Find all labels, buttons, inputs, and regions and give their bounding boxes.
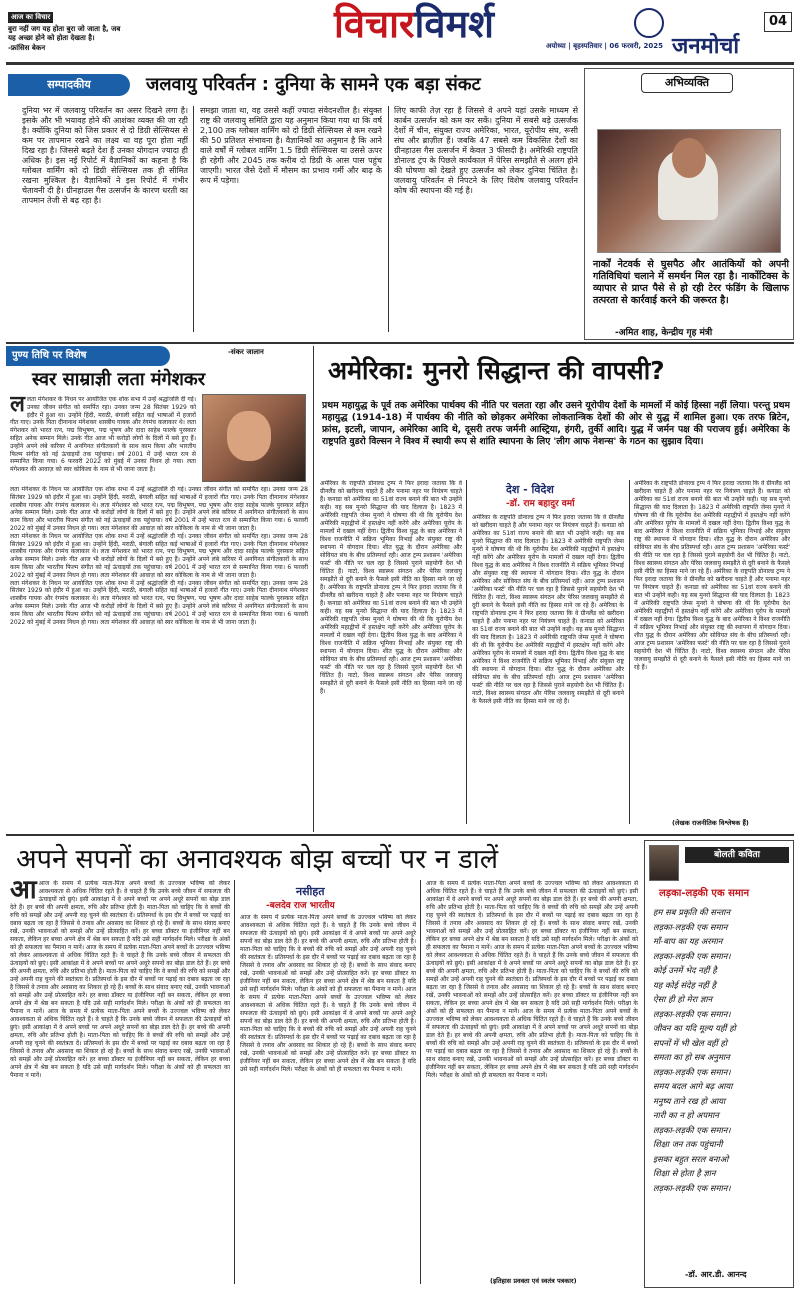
poem-line: ऐसा ही हो मेरा ज्ञान xyxy=(653,994,713,1004)
quote-box xyxy=(8,4,130,60)
editorial-section xyxy=(6,68,580,338)
poem-line: इसका बहुत सरल बनाओ xyxy=(653,1153,729,1164)
bottom-body-2: आज के समय में प्रत्येक माता-पिता अपने बच्चों के उज्ज्वल भविष्य को लेकर आवश्यकता से अधिक चिंतित रहते हैं। वे चाहते हैं कि उनके बच्चे जीवन में सफलता की ऊंचाइयों को छुएं। इसी आकांक्षा में वे अपने बच्चों पर अपने अधूरे सपनों का बोझ डाल देते हैं। हर बच्चे की अपनी क्षमता, रुचि और प्रतिभा होती है। माता-पिता को चाहिए कि वे बच्चों की रुचि को समझें और उन्हें अपनी राह चुनने की स्वतंत्रता दें। प्रतिस्पर्धा के इस दौर में बच्चों पर पढ़ाई का दबाव बढ़ता जा रहा है जिससे वे तनाव और अवसाद का शिकार हो रहे हैं। बच्चों के साथ संवाद बनाए रखें, उनकी भावनाओं को समझें और उन्हें प्रोत्साहित करें। हर बच्चा डॉक्टर या इंजीनियर नहीं बन सकता, लेकिन हर बच्चा अपने क्षेत्र में श्रेष्ठ बन सकता है यदि उसे सही मार्गदर्शन मिले। परीक्षा के अंकों को ही सफलता का पैमाना न मानें। xyxy=(240,914,416,993)
bottom-body-3c: आज के समय में प्रत्येक माता-पिता अपने बच्चों के उज्ज्वल भविष्य को लेकर आवश्यकता से अधिक चिंतित रहते हैं। वे चाहते हैं कि उनके बच्चे जीवन में सफलता की ऊंचाइयों को छुएं। इसी आकांक्षा में वे अपने बच्चों पर अपने अधूरे सपनों का बोझ डाल देते हैं। हर बच्चे की अपनी क्षमता, रुचि और प्रतिभा होती है। माता-पिता को चाहिए कि वे बच्चों की रुचि को समझें और उन्हें अपनी राह चुनने की स्वतंत्रता दें। प्रतिस्पर्धा के इस दौर में बच्चों पर पढ़ाई का दबाव बढ़ता जा रहा है जिससे वे तनाव और अवसाद का शिकार हो रहे हैं। बच्चों के साथ संवाद बनाए रखें, उनकी भावनाओं को समझें और उन्हें प्रोत्साहित करें। हर बच्चा डॉक्टर या इंजीनियर नहीं बन सकता, लेकिन हर बच्चा अपने क्षेत्र में श्रेष्ठ बन सकता है यदि उसे सही मार्गदर्शन मिले। परीक्षा के अंकों को ही सफलता का पैमाना न मानें। xyxy=(426,1008,638,1079)
bottom-body-1b: आज के समय में प्रत्येक माता-पिता अपने बच्चों के उज्ज्वल भविष्य को लेकर आवश्यकता से अधिक चिंतित रहते हैं। वे चाहते हैं कि उनके बच्चे जीवन में सफलता की ऊंचाइयों को छुएं। इसी आकांक्षा में वे अपने बच्चों पर अपने अधूरे सपनों का बोझ डाल देते हैं। हर बच्चे की अपनी क्षमता, रुचि और प्रतिभा होती है। माता-पिता को चाहिए कि वे बच्चों की रुचि को समझें और उन्हें अपनी राह चुनने की स्वतंत्रता दें। प्रतिस्पर्धा के इस दौर में बच्चों पर पढ़ाई का दबाव बढ़ता जा रहा है जिससे वे तनाव और अवसाद का शिकार हो रहे हैं। बच्चों के साथ संवाद बनाए रखें, उनकी भावनाओं को समझें और उन्हें प्रोत्साहित करें। हर बच्चा डॉक्टर या इंजीनियर नहीं बन सकता, लेकिन हर बच्चा अपने क्षेत्र में श्रेष्ठ बन सकता है यदि उसे सही मार्गदर्शन मिले। परीक्षा के अंकों को ही सफलता का पैमाना न मानें। xyxy=(10,944,230,1015)
tribute-divider xyxy=(313,346,314,832)
quote-author: -फ्रांसिस बेकन xyxy=(8,44,46,52)
bottom-headline: अपने सपनों का अनावश्यक बोझ बच्चों पर न डालें xyxy=(16,844,499,875)
poem-line: लड़का-लड़की एक समान xyxy=(653,921,728,932)
photo-face xyxy=(672,138,706,178)
poem-line: समय बदल आगे बढ़ आया xyxy=(653,1081,733,1091)
poem-line: लड़का-लड़की एक समान। xyxy=(653,1182,731,1193)
shah-photo xyxy=(597,129,781,253)
poem-line: माँ-बाप का यह अरमान xyxy=(653,936,723,946)
poem-line: हम सब प्रकृति की सन्तान xyxy=(653,907,731,917)
page-number: 04 xyxy=(764,12,792,32)
bottom-body-2b: आज के समय में प्रत्येक माता-पिता अपने बच्चों के उज्ज्वल भविष्य को लेकर आवश्यकता से अधिक चिंतित रहते हैं। वे चाहते हैं कि उनके बच्चे जीवन में सफलता की ऊंचाइयों को छुएं। इसी आकांक्षा में वे अपने बच्चों पर अपने अधूरे सपनों का बोझ डाल देते हैं। हर बच्चे की अपनी क्षमता, रुचि और प्रतिभा होती है। माता-पिता को चाहिए कि वे बच्चों की रुचि को समझें और उन्हें अपनी राह चुनने की स्वतंत्रता दें। प्रतिस्पर्धा के इस दौर में बच्चों पर पढ़ाई का दबाव बढ़ता जा रहा है जिससे वे तनाव और अवसाद का शिकार हो रहे हैं। बच्चों के साथ संवाद बनाए रखें, उनकी भावनाओं को समझें और उन्हें प्रोत्साहित करें। हर बच्चा डॉक्टर या इंजीनियर नहीं बन सकता, लेकिन हर बच्चा अपने क्षेत्र में श्रेष्ठ बन सकता है यदि उसे सही मार्गदर्शन मिले। परीक्षा के अंकों को ही सफलता का पैमाना न मानें। xyxy=(240,986,416,1073)
quote-label: आज का विचार xyxy=(8,12,53,23)
editorial-col-1 xyxy=(22,106,188,334)
poem-line: नारी का न हो अपमान xyxy=(653,1110,719,1120)
poem-line: लड़का-लड़की एक समान। xyxy=(653,950,731,961)
tribute-body-text-cont3: लता मंगेशकर के निधन पर आयोजित एक शोक सभा में उन्हें श्रद्धांजलि दी गई। उनका जीवन संगीत को समर्पित रहा। उनका जन्म 28 सितंबर 1929 को इंदौर में हुआ था। उन्होंने हिंदी, मराठी, बंगाली सहित कई भाषाओं में हजारों गीत गाए। उनके पिता दीनानाथ मंगेशकर शास्त्रीय गायक और रंगमंच कलाकार थे। लता मंगेशकर को भारत रत्न, पद्म विभूषण, पद्म भूषण और दादा साहेब फाल्के पुरस्कार सहित अनेक सम्मान मिले। उनके गीत आज भी करोड़ों लोगों के दिलों में बसे हुए हैं। उन्होंने अपने लंबे करियर में अनगिनत संगीतकारों के साथ काम किया और भारतीय फिल्म संगीत को नई ऊंचाइयों तक पहुंचाया। वर्ष 2001 में उन्हें भारत रत्न से सम्मानित किया गया। 6 फरवरी 2022 को मुंबई में उनका निधन हो गया। लता मंगेशकर की आवाज़ को स्वर कोकिला के नाम से भी जाना जाता है। xyxy=(10,579,308,626)
poem-line: जीवन का यदि मूल्य यहीं हो xyxy=(653,1023,736,1033)
tribute-tag: पुण्य तिथि पर विशेष xyxy=(6,346,170,366)
bottom-body-1: आज के समय में प्रत्येक माता-पिता अपने बच्चों के उज्ज्वल भविष्य को लेकर आवश्यकता से अधिक चिंतित रहते हैं। वे चाहते हैं कि उनके बच्चे जीवन में सफलता की ऊंचाइयों को छुएं। इसी आकांक्षा में वे अपने बच्चों पर अपने अधूरे सपनों का बोझ डाल देते हैं। हर बच्चे की अपनी क्षमता, रुचि और प्रतिभा होती है। माता-पिता को चाहिए कि वे बच्चों की रुचि को समझें और उन्हें अपनी राह चुनने की स्वतंत्रता दें। प्रतिस्पर्धा के इस दौर में बच्चों पर पढ़ाई का दबाव बढ़ता जा रहा है जिससे वे तनाव और अवसाद का शिकार हो रहे हैं। बच्चों के साथ संवाद बनाए रखें, उनकी भावनाओं को समझें और उन्हें प्रोत्साहित करें। हर बच्चा डॉक्टर या इंजीनियर नहीं बन सकता, लेकिन हर बच्चा अपने क्षेत्र में श्रेष्ठ बन सकता है यदि उसे सही मार्गदर्शन मिले। परीक्षा के अंकों को ही सफलता का पैमाना न मानें। xyxy=(10,880,230,951)
bottom-divider-2 xyxy=(420,880,421,1284)
america-col-2 xyxy=(472,514,624,824)
america-divider-2 xyxy=(629,480,630,824)
editorial-divider-1 xyxy=(193,106,194,332)
poem-author: -डॉ. आर.डी. आनन्द xyxy=(685,1270,747,1279)
editorial-col-3-text: लिए काफी तेज़ रहा है जिससे वे अपने यहां उसके माध्यम से कार्बन उत्सर्जन को कम कर सकें। दुनिया में सबसे बड़े उत्सर्जक देशों में चीन, संयुक्त राज्य अमेरिका, भारत, यूरोपीय संघ, रूसी संघ और ब्राज़ील हैं। जबकि 47 सबसे कम विकसित देशों का ग्रीनहाउस गैस उत्सर्जन में केवल 3 फीसदी है। अमेरिकी राष्ट्रपति डोनाल्ड ट्रंप के पिछले कार्यकाल में पेरिस समझौते से अलग होने की घोषणा को देखते हुए उत्सर्जन को लेकर दुनिया चिंतित है। जलवायु परिवर्तन से निपटने के लिए विशेष जलवायु परिवर्तन कोष की स्थापना की गई है। xyxy=(394,106,578,195)
poem-title: लड़का-लड़की एक समान xyxy=(659,888,750,899)
dateline: अयोध्या | बृहस्पतिवार | 06 फरवरी, 2025 xyxy=(546,42,663,50)
bottom-footer: (इतिहास प्रवक्ता एवं स्वतंत्र पत्रकार) xyxy=(490,1277,577,1285)
poem-line: समता का हो सब अनुमान xyxy=(653,1052,730,1062)
section-title-right: विमर्श xyxy=(414,2,495,46)
bottom-col-2 xyxy=(240,914,416,1284)
sidebar-quote-box xyxy=(584,68,794,340)
tribute-body-text: लता मंगेशकर के निधन पर आयोजित एक शोक सभा में उन्हें श्रद्धांजलि दी गई। उनका जीवन संगीत को समर्पित रहा। उनका जन्म 28 सितंबर 1929 को इंदौर में हुआ था। उन्होंने हिंदी, मराठी, बंगाली सहित कई भाषाओं में हजारों गीत गाए। उनके पिता दीनानाथ मंगेशकर शास्त्रीय गायक और रंगमंच कलाकार थे। लता मंगेशकर को भारत रत्न, पद्म विभूषण, पद्म भूषण और दादा साहेब फाल्के पुरस्कार सहित अनेक सम्मान मिले। उनके गीत आज भी करोड़ों लोगों के दिलों में बसे हुए हैं। उन्होंने अपने लंबे करियर में अनगिनत संगीतकारों के साथ काम किया और भारतीय फिल्म संगीत को नई ऊंचाइयों तक पहुंचाया। वर्ष 2001 में उन्हें भारत रत्न से सम्मानित किया गया। 6 फरवरी 2022 को मुंबई में उनका निधन हो गया। लता मंगेशकर की आवाज़ को स्वर कोकिला के नाम से भी जाना जाता है। xyxy=(10,396,196,474)
bottom-dropcap: आ xyxy=(10,880,37,905)
bottom-byline: -बलदेव राज भारतीय xyxy=(266,901,335,911)
poem-line: यह कोई संदेह नहीं है xyxy=(653,979,716,990)
america-body-3: अमेरिका के राष्ट्रपति डोनाल्ड ट्रम्प ने फिर इरादा जताया कि वे ग्रीनलैंड को खरीदना चाहते हैं और पनामा नहर पर नियंत्रण चाहते हैं। कनाडा को अमेरिका का 51वां राज्य बनाने की बात भी उन्होंने कही। यह सब मुनरो सिद्धान्त की याद दिलाता है। 1823 में अमेरिकी राष्ट्रपति जेम्स मुनरो ने घोषणा की थी कि यूरोपीय देश अमेरिकी महाद्वीपों में हस्तक्षेप नहीं करेंगे और अमेरिका यूरोप के मामलों में दखल नहीं देगा। द्वितीय विश्व युद्ध के बाद अमेरिका ने विश्व राजनीति में सक्रिय भूमिका निभाई और संयुक्त राष्ट्र की स्थापना में योगदान दिया। शीत युद्ध के दौरान अमेरिका और सोवियत संघ के बीच प्रतिस्पर्धा रही। आज ट्रम्प प्रशासन 'अमेरिका फर्स्ट' की नीति पर चल रहा है जिससे पुराने सहयोगी देश भी चिंतित हैं। नाटो, विश्व स्वास्थ्य संगठन और पेरिस जलवायु समझौते से दूरी बनाने के फैसले इसी नीति का हिस्सा माने जा रहे हैं। xyxy=(634,480,790,575)
tribute-dropcap: ल xyxy=(10,396,25,417)
tribute-body-text-cont2: लता मंगेशकर के निधन पर आयोजित एक शोक सभा में उन्हें श्रद्धांजलि दी गई। उनका जीवन संगीत को समर्पित रहा। उनका जन्म 28 सितंबर 1929 को इंदौर में हुआ था। उन्होंने हिंदी, मराठी, बंगाली सहित कई भाषाओं में हजारों गीत गाए। उनके पिता दीनानाथ मंगेशकर शास्त्रीय गायक और रंगमंच कलाकार थे। लता मंगेशकर को भारत रत्न, पद्म विभूषण, पद्म भूषण और दादा साहेब फाल्के पुरस्कार सहित अनेक सम्मान मिले। उनके गीत आज भी करोड़ों लोगों के दिलों में बसे हुए हैं। उन्होंने अपने लंबे करियर में अनगिनत संगीतकारों के साथ काम किया और भारतीय फिल्म संगीत को नई ऊंचाइयों तक पहुंचाया। वर्ष 2001 में उन्हें भारत रत्न से सम्मानित किया गया। 6 फरवरी 2022 को मुंबई में उनका निधन हो गया। लता मंगेशकर की आवाज़ को स्वर कोकिला के नाम से भी जाना जाता है। xyxy=(10,532,308,579)
row-rule-2 xyxy=(6,834,794,836)
row-rule-1 xyxy=(6,342,794,344)
bottom-col-1 xyxy=(10,880,230,1284)
poem-lines xyxy=(653,905,791,1195)
poem-line: शिक्षा से होता है ज्ञान xyxy=(653,1168,716,1178)
tribute-headline: स्वर साम्राज्ञी लता मंगेशकर xyxy=(32,369,206,390)
bottom-body-1c: आज के समय में प्रत्येक माता-पिता अपने बच्चों के उज्ज्वल भविष्य को लेकर आवश्यकता से अधिक चिंतित रहते हैं। वे चाहते हैं कि उनके बच्चे जीवन में सफलता की ऊंचाइयों को छुएं। इसी आकांक्षा में वे अपने बच्चों पर अपने अधूरे सपनों का बोझ डाल देते हैं। हर बच्चे की अपनी क्षमता, रुचि और प्रतिभा होती है। माता-पिता को चाहिए कि वे बच्चों की रुचि को समझें और उन्हें अपनी राह चुनने की स्वतंत्रता दें। प्रतिस्पर्धा के इस दौर में बच्चों पर पढ़ाई का दबाव बढ़ता जा रहा है जिससे वे तनाव और अवसाद का शिकार हो रहे हैं। बच्चों के साथ संवाद बनाए रखें, उनकी भावनाओं को समझें और उन्हें प्रोत्साहित करें। हर बच्चा डॉक्टर या इंजीनियर नहीं बन सकता, लेकिन हर बच्चा अपने क्षेत्र में श्रेष्ठ बन सकता है यदि उसे सही मार्गदर्शन मिले। परीक्षा के अंकों को ही सफलता का पैमाना न मानें। xyxy=(10,1008,230,1079)
poem-line: लड़का-लड़की एक समान। xyxy=(653,1008,731,1019)
america-col-1 xyxy=(320,480,462,824)
america-col-3 xyxy=(634,480,790,814)
masthead-rule xyxy=(6,62,794,65)
america-body-3b: अमेरिका के राष्ट्रपति डोनाल्ड ट्रम्प ने फिर इरादा जताया कि वे ग्रीनलैंड को खरीदना चाहते हैं और पनामा नहर पर नियंत्रण चाहते हैं। कनाडा को अमेरिका का 51वां राज्य बनाने की बात भी उन्होंने कही। यह सब मुनरो सिद्धान्त की याद दिलाता है। 1823 में अमेरिकी राष्ट्रपति जेम्स मुनरो ने घोषणा की थी कि यूरोपीय देश अमेरिकी महाद्वीपों में हस्तक्षेप नहीं करेंगे और अमेरिका यूरोप के मामलों में दखल नहीं देगा। द्वितीय विश्व युद्ध के बाद अमेरिका ने विश्व राजनीति में सक्रिय भूमिका निभाई और संयुक्त राष्ट्र की स्थापना में योगदान दिया। शीत युद्ध के दौरान अमेरिका और सोवियत संघ के बीच प्रतिस्पर्धा रही। आज ट्रम्प प्रशासन 'अमेरिका फर्स्ट' की नीति पर चल रहा है जिससे पुराने सहयोगी देश भी चिंतित हैं। नाटो, विश्व स्वास्थ्य संगठन और पेरिस जलवायु समझौते से दूरी बनाने के फैसले इसी नीति का हिस्सा माने जा रहे हैं। xyxy=(634,568,790,671)
bottom-section-tag: नसीहत xyxy=(296,885,325,898)
poem-line: मनुष्य ताने रख हो आया xyxy=(653,1095,726,1106)
emblem xyxy=(634,8,664,38)
america-body-1b: अमेरिका के राष्ट्रपति डोनाल्ड ट्रम्प ने फिर इरादा जताया कि वे ग्रीनलैंड को खरीदना चाहते हैं और पनामा नहर पर नियंत्रण चाहते हैं। कनाडा को अमेरिका का 51वां राज्य बनाने की बात भी उन्होंने कही। यह सब मुनरो सिद्धान्त की याद दिलाता है। 1823 में अमेरिकी राष्ट्रपति जेम्स मुनरो ने घोषणा की थी कि यूरोपीय देश अमेरिकी महाद्वीपों में हस्तक्षेप नहीं करेंगे और अमेरिका यूरोप के मामलों में दखल नहीं देगा। द्वितीय विश्व युद्ध के बाद अमेरिका ने विश्व राजनीति में सक्रिय भूमिका निभाई और संयुक्त राष्ट्र की स्थापना में योगदान दिया। शीत युद्ध के दौरान अमेरिका और सोवियत संघ के बीच प्रतिस्पर्धा रही। आज ट्रम्प प्रशासन 'अमेरिका फर्स्ट' की नीति पर चल रहा है जिससे पुराने सहयोगी देश भी चिंतित हैं। नाटो, विश्व स्वास्थ्य संगठन और पेरिस जलवायु समझौते से दूरी बनाने के फैसले इसी नीति का हिस्सा माने जा रहे हैं। xyxy=(320,584,462,695)
bottom-section xyxy=(6,838,640,1290)
editorial-tag: सम्पादकीय xyxy=(8,74,130,96)
quote-text: बुरा नहीं जग यह होता बुरा जो जाता है, जब यह अच्छा होने को होता देखता है। xyxy=(8,25,121,42)
poem-tag: बोलती कविता xyxy=(685,847,789,863)
poem-line: सपनों में भी खेल वहीं हो xyxy=(653,1037,728,1048)
america-lead: प्रथम महायुद्ध के पूर्व तक अमेरिका पार्थक्य की नीति पर चलता रहा और उसने यूरोपीय देशों के मामलों में कोई हिस्सा नहीं लिया। परन्तु प्रथम महायुद्ध (1914-18) में पार्थक्य की नीति को छोड़कर अमेरिका लोकतान्त्रिक देशों की ओर से युद्ध में शामिल हुआ। एक तरफ ब्रिटेन, फ्रांस, इटली, जापान, अमेरिका आदि थे, दूसरी तरफ जर्मनी आस्ट्रिया, हंगरी, तुर्की आदि। युद्ध में जर्मन पक्ष की पराजय हुई। अमेरिका के राष्ट्रपति वुडरो विल्सन ने विश्व में स्थायी रूप से शांति स्थापना के लिए 'लीग आफ नेशन्स' के गठन का सुझाव दिया। xyxy=(322,400,790,447)
america-body-2: अमेरिका के राष्ट्रपति डोनाल्ड ट्रम्प ने फिर इरादा जताया कि वे ग्रीनलैंड को खरीदना चाहते हैं और पनामा नहर पर नियंत्रण चाहते हैं। कनाडा को अमेरिका का 51वां राज्य बनाने की बात भी उन्होंने कही। यह सब मुनरो सिद्धान्त की याद दिलाता है। 1823 में अमेरिकी राष्ट्रपति जेम्स मुनरो ने घोषणा की थी कि यूरोपीय देश अमेरिकी महाद्वीपों में हस्तक्षेप नहीं करेंगे और अमेरिका यूरोप के मामलों में दखल नहीं देगा। द्वितीय विश्व युद्ध के बाद अमेरिका ने विश्व राजनीति में सक्रिय भूमिका निभाई और संयुक्त राष्ट्र की स्थापना में योगदान दिया। शीत युद्ध के दौरान अमेरिका और सोवियत संघ के बीच प्रतिस्पर्धा रही। आज ट्रम्प प्रशासन 'अमेरिका फर्स्ट' की नीति पर चल रहा है जिससे पुराने सहयोगी देश भी चिंतित हैं। नाटो, विश्व स्वास्थ्य संगठन और पेरिस जलवायु समझौते से दूरी बनाने के फैसले इसी नीति का हिस्सा माने जा रहे हैं। xyxy=(472,514,624,609)
poem-photo xyxy=(649,845,679,881)
editorial-divider-2 xyxy=(388,106,389,332)
tribute-byline: -संकर जालान xyxy=(228,348,264,356)
section-title-left: विचार xyxy=(334,2,415,46)
editorial-col-3 xyxy=(394,106,578,334)
lata-face xyxy=(227,411,271,461)
lata-photo xyxy=(202,394,306,482)
america-divider-1 xyxy=(466,480,467,824)
poem-line: शिक्षा जन तक पहुंचानी xyxy=(653,1139,723,1149)
tribute-section xyxy=(6,346,312,832)
america-section xyxy=(316,346,794,832)
sidebar-quote-author: -अमित शाह, केन्द्रीय गृह मंत्री xyxy=(615,328,713,338)
america-byline: -डॉ. राम बहादुर वर्मा xyxy=(506,499,575,509)
poem-box xyxy=(644,840,794,1288)
section-title xyxy=(334,2,494,46)
editorial-col-2-text: समझा जाता था, वह उससे कहीं ज्यादा संवेदनशील है। संयुक्त राष्ट्र की जलवायु समिति द्वारा यह अनुमान किया गया था कि वर्ष 2,100 तक ग्लोबल वार्मिंग को दो डिग्री सेल्सियस से कम रखने की 50 प्रतिशत संभावना है। वैज्ञानिकों का अनुमान है कि आने वाले वर्षों में ग्लोबल वार्मिंग 1.5 डिग्री सेल्सियस या उससे ऊपर ही रहेगी और 2045 तक करीब दो डिग्री के आस पास पहुंच जाएगी। भारत जैसे देशों में मौसम का प्रभाव गर्मी और बाढ़ के रूप में पड़ेगा। xyxy=(200,106,382,185)
editorial-headline: जलवायु परिवर्तन : दुनिया के सामने एक बड़ा संकट xyxy=(146,74,481,95)
tribute-body-top xyxy=(10,396,196,482)
editorial-col-1-text: दुनिया भर में जलवायु परिवर्तन का असर दिखने लगा है। इसके और भी भयावह होने की आशंका व्यक्त की जा रही है। क्योंकि दुनिया को जिस प्रकार से दो डिग्री सेल्सियस से कम पर तापमान रखने का लक्ष्य था वह पूरा होता नहीं दिख रहा है। जिससे बढ़ते देश हैं उनका योगदान ज्यादा ही अधिक है। इस नई रिपोर्ट में वैज्ञानिकों का कहना है कि ग्लोबल वार्मिंग को दो डिग्री सेल्सियस तक ही सीमित रखना मुश्किल है। वैज्ञानिकों ने इस रिपोर्ट में गंभीर चेतावनी दी है। ग्रीनहाउस गैस उत्सर्जन के कारण धरती का तापमान तेजी से बढ़ रहा है। xyxy=(22,106,188,205)
tribute-body-text-cont: लता मंगेशकर के निधन पर आयोजित एक शोक सभा में उन्हें श्रद्धांजलि दी गई। उनका जीवन संगीत को समर्पित रहा। उनका जन्म 28 सितंबर 1929 को इंदौर में हुआ था। उन्होंने हिंदी, मराठी, बंगाली सहित कई भाषाओं में हजारों गीत गाए। उनके पिता दीनानाथ मंगेशकर शास्त्रीय गायक और रंगमंच कलाकार थे। लता मंगेशकर को भारत रत्न, पद्म विभूषण, पद्म भूषण और दादा साहेब फाल्के पुरस्कार सहित अनेक सम्मान मिले। उनके गीत आज भी करोड़ों लोगों के दिलों में बसे हुए हैं। उन्होंने अपने लंबे करियर में अनगिनत संगीतकारों के साथ काम किया और भारतीय फिल्म संगीत को नई ऊंचाइयों तक पहुंचाया। वर्ष 2001 में उन्हें भारत रत्न से सम्मानित किया गया। 6 फरवरी 2022 को मुंबई में उनका निधन हो गया। लता मंगेशकर की आवाज़ को स्वर कोकिला के नाम से भी जाना जाता है। xyxy=(10,486,308,532)
tribute-body-bottom xyxy=(10,486,308,826)
bottom-body-3: आज के समय में प्रत्येक माता-पिता अपने बच्चों के उज्ज्वल भविष्य को लेकर आवश्यकता से अधिक चिंतित रहते हैं। वे चाहते हैं कि उनके बच्चे जीवन में सफलता की ऊंचाइयों को छुएं। इसी आकांक्षा में वे अपने बच्चों पर अपने अधूरे सपनों का बोझ डाल देते हैं। हर बच्चे की अपनी क्षमता, रुचि और प्रतिभा होती है। माता-पिता को चाहिए कि वे बच्चों की रुचि को समझें और उन्हें अपनी राह चुनने की स्वतंत्रता दें। प्रतिस्पर्धा के इस दौर में बच्चों पर पढ़ाई का दबाव बढ़ता जा रहा है जिससे वे तनाव और अवसाद का शिकार हो रहे हैं। बच्चों के साथ संवाद बनाए रखें, उनकी भावनाओं को समझें और उन्हें प्रोत्साहित करें। हर बच्चा डॉक्टर या इंजीनियर नहीं बन सकता, लेकिन हर बच्चा अपने क्षेत्र में श्रेष्ठ बन सकता है यदि उसे सही मार्गदर्शन मिले। परीक्षा के अंकों को ही सफलता का पैमाना न मानें। xyxy=(426,880,638,951)
poem-line: लड़का-लड़की एक समान। xyxy=(653,1066,731,1077)
bottom-body-3b: आज के समय में प्रत्येक माता-पिता अपने बच्चों के उज्ज्वल भविष्य को लेकर आवश्यकता से अधिक चिंतित रहते हैं। वे चाहते हैं कि उनके बच्चे जीवन में सफलता की ऊंचाइयों को छुएं। इसी आकांक्षा में वे अपने बच्चों पर अपने अधूरे सपनों का बोझ डाल देते हैं। हर बच्चे की अपनी क्षमता, रुचि और प्रतिभा होती है। माता-पिता को चाहिए कि वे बच्चों की रुचि को समझें और उन्हें अपनी राह चुनने की स्वतंत्रता दें। प्रतिस्पर्धा के इस दौर में बच्चों पर पढ़ाई का दबाव बढ़ता जा रहा है जिससे वे तनाव और अवसाद का शिकार हो रहे हैं। बच्चों के साथ संवाद बनाए रखें, उनकी भावनाओं को समझें और उन्हें प्रोत्साहित करें। हर बच्चा डॉक्टर या इंजीनियर नहीं बन सकता, लेकिन हर बच्चा अपने क्षेत्र में श्रेष्ठ बन सकता है यदि उसे सही मार्गदर्शन मिले। परीक्षा के अंकों को ही सफलता का पैमाना न मानें। xyxy=(426,944,638,1015)
america-headline: अमेरिका: मुनरो सिद्धान्त की वापसी? xyxy=(328,356,665,385)
paper-name: जनमोर्चा xyxy=(672,34,740,59)
sidebar-quote-text: नार्कों नेटवर्क से घुसपैठ और आतंकियों को अपनी गतिविधियां चलाने में समर्थन मिल रहा है। नार्कोटिक्स के व्यापार से प्राप्त पैसे से हो रही टेरर फंडिंग के खिलाफ तत्परता से कार्रवाई करने की जरूरत है। xyxy=(593,259,789,306)
america-body-2b: अमेरिका के राष्ट्रपति डोनाल्ड ट्रम्प ने फिर इरादा जताया कि वे ग्रीनलैंड को खरीदना चाहते हैं और पनामा नहर पर नियंत्रण चाहते हैं। कनाडा को अमेरिका का 51वां राज्य बनाने की बात भी उन्होंने कही। यह सब मुनरो सिद्धान्त की याद दिलाता है। 1823 में अमेरिकी राष्ट्रपति जेम्स मुनरो ने घोषणा की थी कि यूरोपीय देश अमेरिकी महाद्वीपों में हस्तक्षेप नहीं करेंगे और अमेरिका यूरोप के मामलों में दखल नहीं देगा। द्वितीय विश्व युद्ध के बाद अमेरिका ने विश्व राजनीति में सक्रिय भूमिका निभाई और संयुक्त राष्ट्र की स्थापना में योगदान दिया। शीत युद्ध के दौरान अमेरिका और सोवियत संघ के बीच प्रतिस्पर्धा रही। आज ट्रम्प प्रशासन 'अमेरिका फर्स्ट' की नीति पर चल रहा है जिससे पुराने सहयोगी देश भी चिंतित हैं। नाटो, विश्व स्वास्थ्य संगठन और पेरिस जलवायु समझौते से दूरी बनाने के फैसले इसी नीति का हिस्सा माने जा रहे हैं। xyxy=(472,602,624,705)
america-footer: (लेखक राजनीतिक विश्लेषक हैं) xyxy=(672,819,749,827)
america-section-tag: देश - विदेश xyxy=(506,483,554,496)
bottom-divider-1 xyxy=(234,880,235,1284)
sidebar-quote-tag: अभिव्यक्ति xyxy=(641,73,733,93)
america-body-1: अमेरिका के राष्ट्रपति डोनाल्ड ट्रम्प ने फिर इरादा जताया कि वे ग्रीनलैंड को खरीदना चाहते हैं और पनामा नहर पर नियंत्रण चाहते हैं। कनाडा को अमेरिका का 51वां राज्य बनाने की बात भी उन्होंने कही। यह सब मुनरो सिद्धान्त की याद दिलाता है। 1823 में अमेरिकी राष्ट्रपति जेम्स मुनरो ने घोषणा की थी कि यूरोपीय देश अमेरिकी महाद्वीपों में हस्तक्षेप नहीं करेंगे और अमेरिका यूरोप के मामलों में दखल नहीं देगा। द्वितीय विश्व युद्ध के बाद अमेरिका ने विश्व राजनीति में सक्रिय भूमिका निभाई और संयुक्त राष्ट्र की स्थापना में योगदान दिया। शीत युद्ध के दौरान अमेरिका और सोवियत संघ के बीच प्रतिस्पर्धा रही। आज ट्रम्प प्रशासन 'अमेरिका फर्स्ट' की नीति पर चल रहा है जिससे पुराने सहयोगी देश भी चिंतित हैं। नाटो, विश्व स्वास्थ्य संगठन और पेरिस जलवायु समझौते से दूरी बनाने के फैसले इसी नीति का हिस्सा माने जा रहे हैं। xyxy=(320,480,462,591)
poem-line: लड़का-लड़की एक समान। xyxy=(653,1124,731,1135)
poem-line: कोई उनमें भेद नहीं है xyxy=(653,965,717,975)
masthead xyxy=(0,0,800,62)
editorial-col-2 xyxy=(200,106,382,334)
bottom-col-3 xyxy=(426,880,638,1274)
